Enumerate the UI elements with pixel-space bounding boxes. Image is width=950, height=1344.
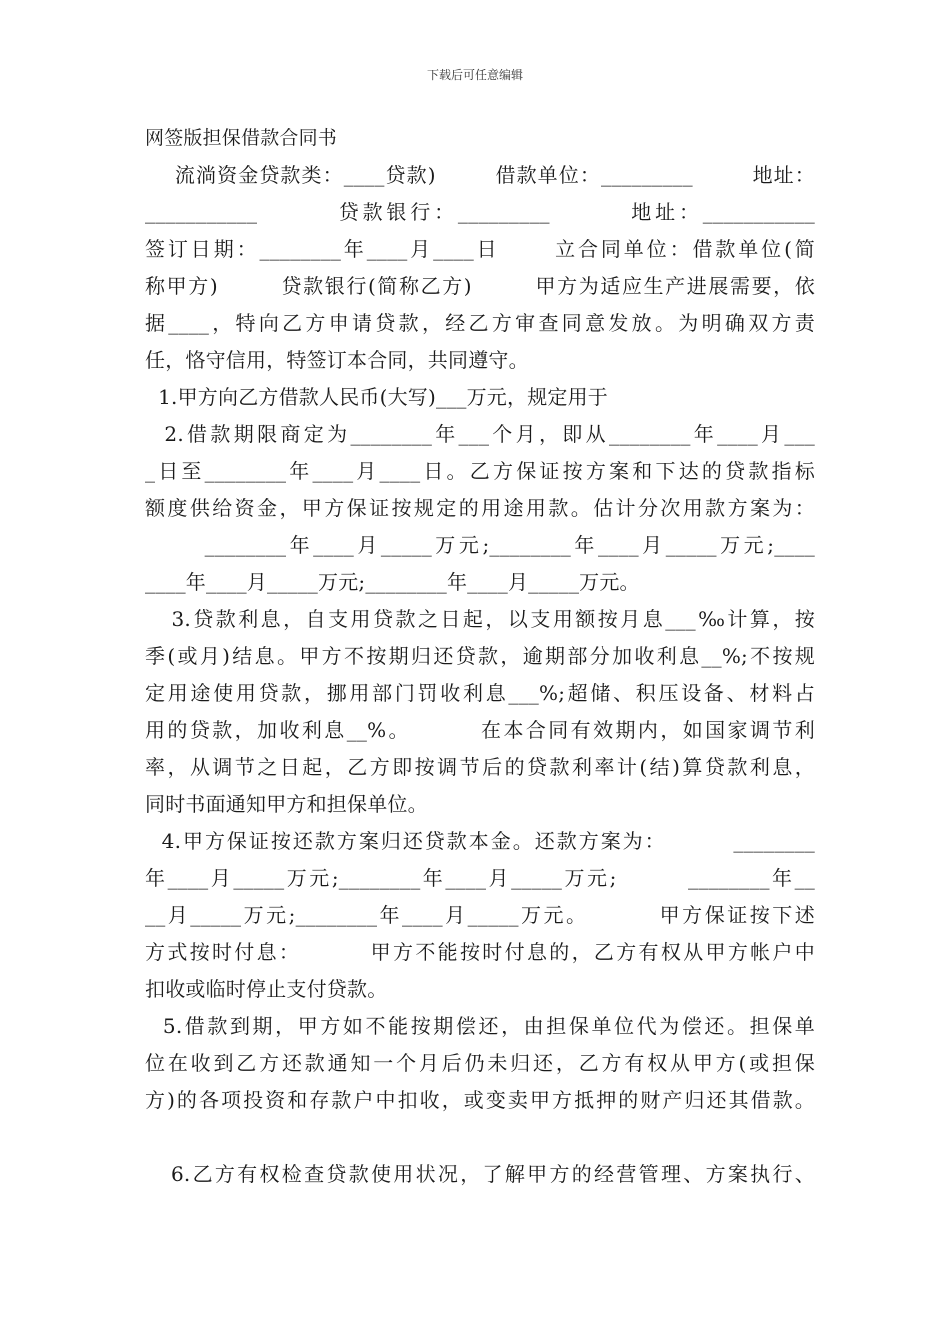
text-line: 率，从调节之日起，乙方即按调节后的贷款利率计(结)算贷款利息， — [145, 755, 815, 779]
blank-line — [145, 1119, 815, 1156]
clause-4-line: 4.甲方保证按还款方案归还贷款本金。还款方案为： ________ — [145, 829, 815, 853]
text-line: 据____，特向乙方申请贷款，经乙方审查同意发放。为明确双方责 — [145, 311, 815, 335]
text-line: 流淌资金贷款类：____贷款) 借款单位：_________ 地址： — [145, 163, 815, 187]
text-line: _日至________年____月____日。乙方保证按方案和下达的贷款指标 — [145, 459, 815, 483]
text-line: 同时书面通知甲方和担保单位。 — [145, 792, 428, 816]
text-line: 用的贷款，加收利息__%。 在本合同有效期内，如国家调节利 — [145, 718, 815, 742]
text-line: ________年____月_____万元;________年____月_____万元;____ — [145, 533, 815, 557]
text-line: 任，恪守信用，特签订本合同，共同遵守。 — [145, 348, 529, 372]
clause-6-line: 6.乙方有权检查贷款使用状况，了解甲方的经营管理、方案执行、 — [145, 1162, 815, 1186]
text-line: 方)的各项投资和存款户中扣收，或变卖甲方抵押的财产归还其借款。 — [145, 1088, 815, 1112]
text-line: 位在收到乙方还款通知一个月后仍未归还，乙方有权从甲方(或担保 — [145, 1051, 815, 1075]
text-line: 称甲方) 贷款银行(简称乙方) 甲方为适应生产进展需要，依 — [145, 274, 815, 298]
document-body — [145, 120, 815, 1193]
text-line: 年____月_____万元;________年____月_____万元; ________年__ — [145, 866, 815, 890]
clause-3-line: 3.贷款利息，自支用贷款之日起，以支用额按月息___‰计算，按 — [145, 607, 815, 631]
text-line: 额度供给资金，甲方保证按规定的用途用款。估计分次用款方案为： — [145, 496, 815, 520]
text-line: 扣收或临时停止支付贷款。 — [145, 977, 388, 1001]
page-header-note: 下载后可任意编辑 — [426, 68, 523, 82]
text-line: 定用途使用贷款，挪用部门罚收利息___%;超储、积压设备、材料占 — [145, 681, 815, 705]
text-line: ___________ 贷款银行：_________ 地址：___________ — [145, 200, 815, 224]
text-line: 季(或月)结息。甲方不按期归还贷款，逾期部分加收利息__%;不按规 — [145, 644, 815, 668]
text-line: 签订日期：________年____月____日 立合同单位：借款单位(简 — [145, 237, 815, 261]
clause-5-line: 5.借款到期，甲方如不能按期偿还，由担保单位代为偿还。担保单 — [145, 1014, 815, 1038]
text-line: __月_____万元;________年____月_____万元。 甲方保证按下述 — [145, 903, 815, 927]
text-line: 方式按时付息： 甲方不能按时付息的，乙方有权从甲方帐户中 — [145, 940, 815, 964]
clause-2-line: 2.借款期限商定为________年___个月，即从________年____月___ — [145, 422, 815, 446]
text-line: ____年____月_____万元;________年____月_____万元。 — [145, 570, 640, 594]
clause-1-line: 1.甲方向乙方借款人民币(大写)___万元，规定用于 — [145, 385, 609, 409]
document-title: 网签版担保借款合同书 — [145, 127, 338, 149]
